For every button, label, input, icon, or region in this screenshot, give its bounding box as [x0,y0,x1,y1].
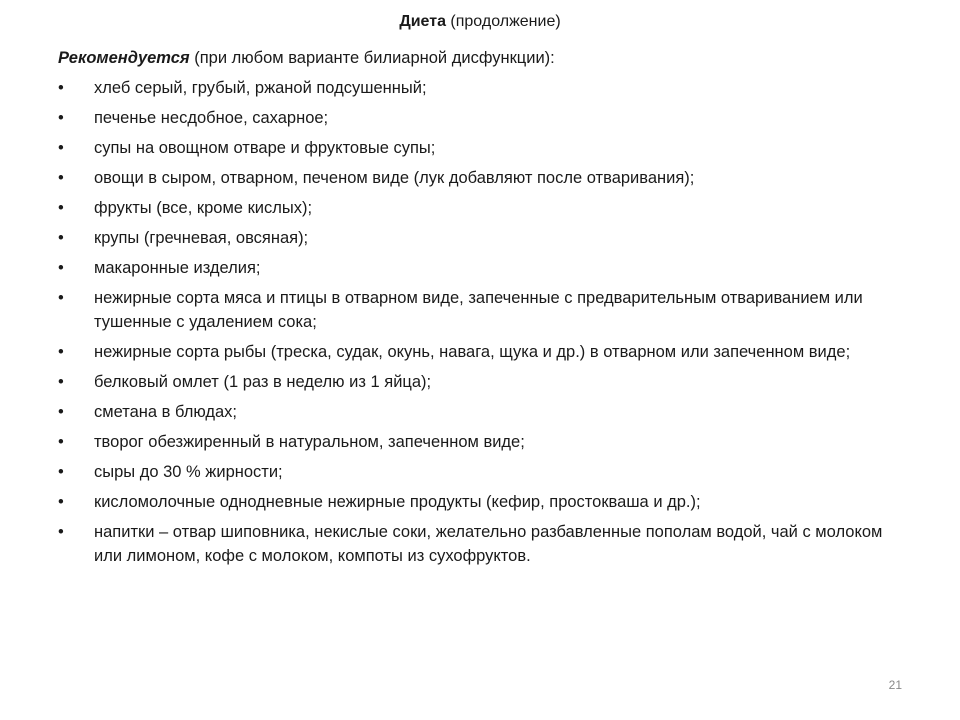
list-item [58,370,908,394]
bullet-icon: • [58,523,64,541]
recommendation-list [58,76,908,568]
list-item-text: кисломолочные однодневные нежирные продукты (кефир, простокваша и др.); [94,493,701,511]
bullet-icon: • [58,229,64,247]
bullet-icon: • [58,343,64,361]
list-item-text: макаронные изделия; [94,259,261,277]
bullet-icon: • [58,199,64,217]
list-item [58,226,908,250]
bullet-icon: • [58,373,64,391]
intro-emphasis: Рекомендуется [58,49,190,67]
list-item [58,196,908,220]
bullet-icon: • [58,109,64,127]
slide-title-bold: Диета [399,13,446,30]
list-item [58,286,908,334]
list-item [58,490,908,514]
list-item [58,76,908,100]
list-item-text: хлеб серый, грубый, ржаной подсушенный; [94,79,427,97]
list-item-text: творог обезжиренный в натуральном, запеченном виде; [94,433,525,451]
page-number: 21 [888,678,902,692]
bullet-icon: • [58,433,64,451]
list-item [58,460,908,484]
bullet-icon: • [58,289,64,307]
list-item-text: сыры до 30 % жирности; [94,463,283,481]
bullet-icon: • [58,79,64,97]
slide-title [0,12,960,32]
bullet-icon: • [58,403,64,421]
intro-line [58,46,908,70]
intro-rest: (при любом варианте билиарной дисфункции): [189,49,555,67]
list-item-text: овощи в сыром, отварном, печеном виде (лук добавляют после отваривания); [94,169,695,187]
list-item [58,400,908,424]
list-item-text: печенье несдобное, сахарное; [94,109,329,127]
list-item-text: белковый омлет (1 раз в неделю из 1 яйца); [94,373,432,391]
list-item-text: крупы (гречневая, овсяная); [94,229,309,247]
bullet-icon: • [58,169,64,187]
slide-content [58,46,908,574]
list-item [58,430,908,454]
list-item [58,520,908,568]
list-item-text: супы на овощном отваре и фруктовые супы; [94,139,436,157]
bullet-icon: • [58,463,64,481]
list-item-text: нежирные сорта мяса и птицы в отварном виде, запеченные с предварительным отвариванием или тушенные с удалением сока; [94,289,863,331]
list-item-text: напитки – отвар шиповника, некислые соки, желательно разбавленные пополам водой, чай с молоком или лимоном, кофе с молоком, компоты из сухофруктов. [94,523,883,565]
list-item-text: нежирные сорта рыбы (треска, судак, окунь, навага, щука и др.) в отварном или запеченном виде; [94,343,851,361]
list-item [58,136,908,160]
list-item-text: фрукты (все, кроме кислых); [94,199,313,217]
list-item-text: сметана в блюдах; [94,403,237,421]
bullet-icon: • [58,139,64,157]
list-item [58,340,908,364]
list-item [58,106,908,130]
slide-title-rest: (продолжение) [445,13,561,30]
list-item [58,166,908,190]
bullet-icon: • [58,493,64,511]
bullet-icon: • [58,259,64,277]
list-item [58,256,908,280]
